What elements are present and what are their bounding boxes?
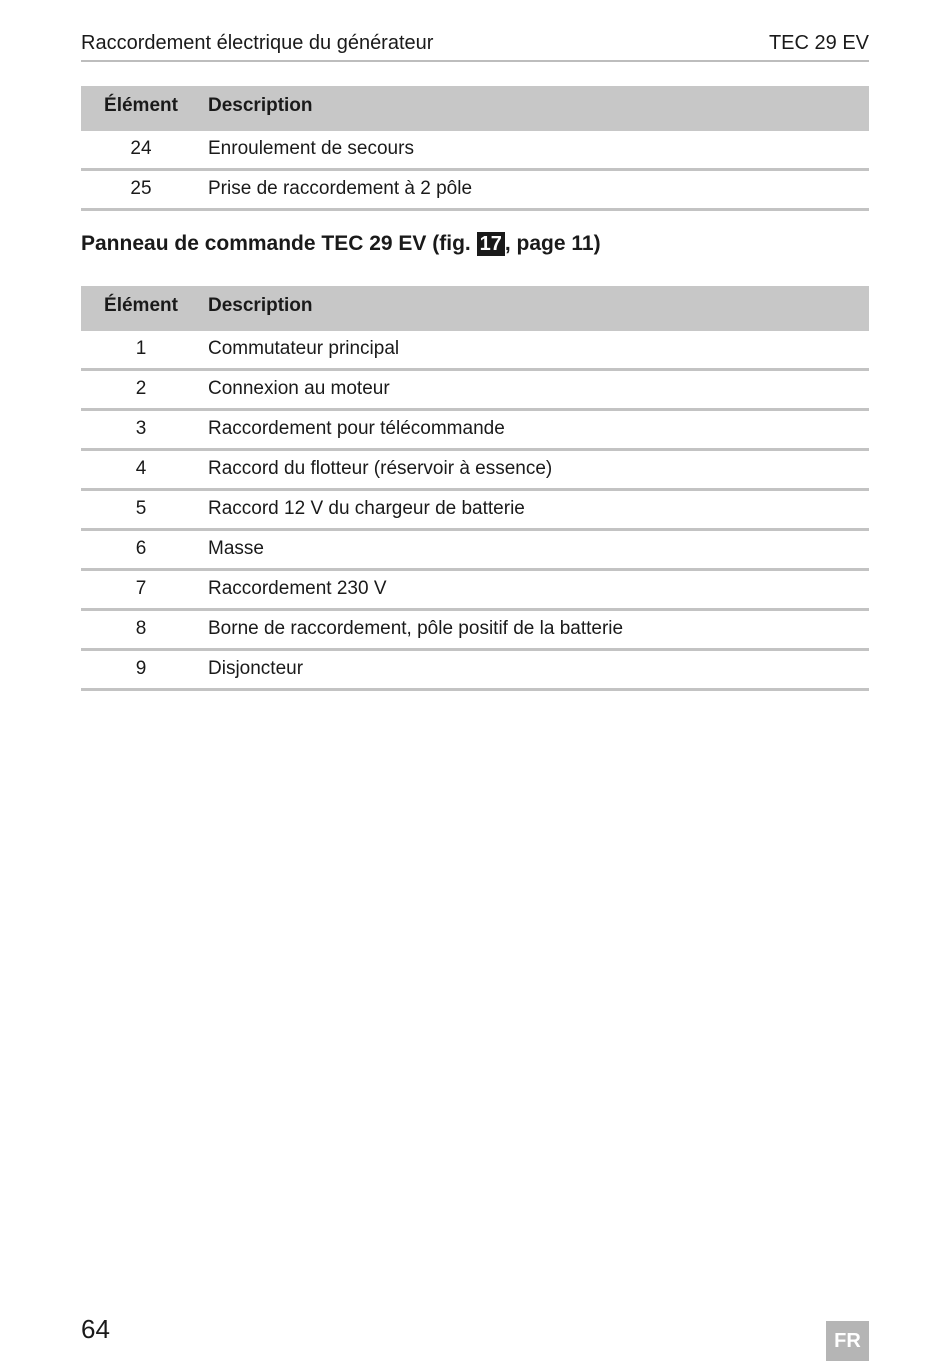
- section-heading: [81, 232, 601, 256]
- row-description: Masse: [208, 538, 264, 559]
- table-row: [81, 371, 869, 411]
- table-row: [81, 651, 869, 691]
- row-description: Raccord 12 V du chargeur de batterie: [208, 498, 525, 519]
- table-row: [81, 531, 869, 571]
- table-row: [81, 411, 869, 451]
- row-description: Borne de raccordement, pôle positif de la batterie: [208, 618, 624, 639]
- row-description: Connexion au moteur: [208, 378, 390, 399]
- row-number: 25: [130, 178, 152, 199]
- table-row: [81, 491, 869, 531]
- figure-reference-badge: 17: [477, 232, 505, 256]
- row-number: 7: [135, 578, 147, 599]
- row-description: Raccordement pour télécommande: [208, 418, 505, 439]
- page-header: [81, 28, 869, 62]
- table-row: [81, 611, 869, 651]
- components-table: [81, 86, 869, 211]
- row-number: 5: [135, 498, 147, 519]
- row-number: 1: [135, 338, 147, 359]
- column-header-description: Description: [208, 295, 313, 316]
- table-row: [81, 331, 869, 371]
- row-number: 3: [135, 418, 147, 439]
- row-description: Commutateur principal: [208, 338, 400, 359]
- row-description: Enroulement de secours: [208, 138, 414, 159]
- table-row: [81, 171, 869, 211]
- table-row: [81, 451, 869, 491]
- header-model: TEC 29 EV: [768, 32, 869, 54]
- table-header: [81, 86, 869, 131]
- language-badge: FR: [826, 1321, 869, 1361]
- row-description: Raccord du flotteur (réservoir à essence): [208, 458, 553, 479]
- header-section-title: Raccordement électrique du générateur: [81, 32, 434, 54]
- row-number: 4: [135, 458, 147, 479]
- row-number: 8: [135, 618, 147, 639]
- row-description: Disjoncteur: [208, 658, 304, 679]
- table-row: [81, 131, 869, 171]
- row-number: 24: [130, 138, 152, 159]
- control-panel-table: [81, 286, 869, 691]
- column-header-element: Élément: [104, 95, 178, 116]
- page-number: 64: [81, 1314, 110, 1344]
- column-header-description: Description: [208, 95, 313, 116]
- row-number: 9: [135, 658, 147, 679]
- table-row: [81, 571, 869, 611]
- row-description: Raccordement 230 V: [208, 578, 387, 599]
- row-number: 2: [135, 378, 147, 399]
- row-number: 6: [135, 538, 147, 559]
- section-heading-suffix: , page 11): [504, 232, 601, 255]
- section-heading-prefix: Panneau de commande TEC 29 EV (fig.: [81, 232, 477, 255]
- column-header-element: Élément: [104, 295, 178, 316]
- row-description: Prise de raccordement à 2 pôle: [208, 178, 473, 199]
- table-header: [81, 286, 869, 331]
